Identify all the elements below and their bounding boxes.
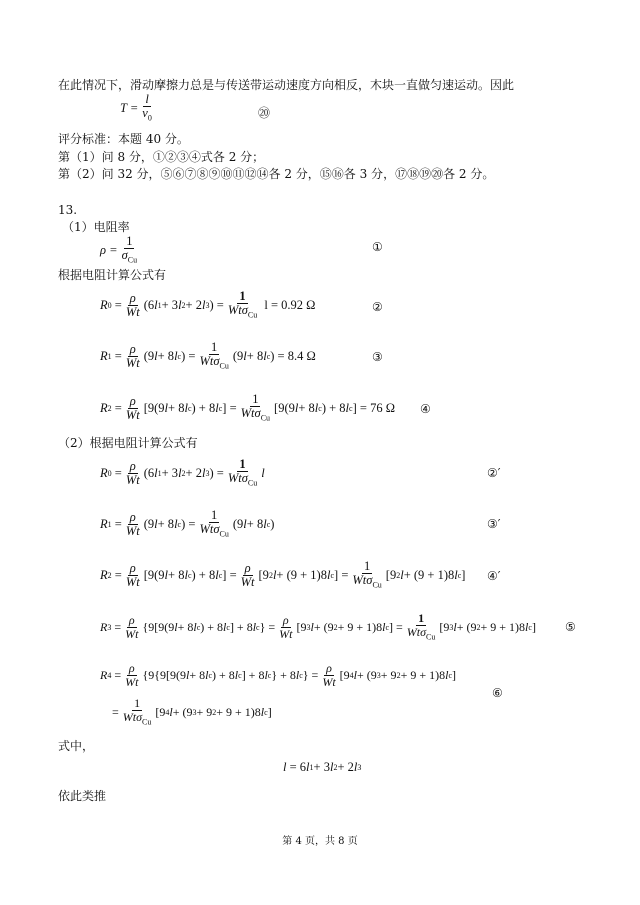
where-label: 式中， <box>58 739 95 753</box>
length-equation: l = 6 l 1 + 3 l 2 + 2 l 3 <box>283 760 362 774</box>
grading-title: 评分标准：本题 40 分。 <box>58 132 189 146</box>
resistivity-equation: ρ = $\frac{1}{\sigma_{Cu}}$ <box>100 234 138 265</box>
grading-part2: 第（2）问 32 分，⑤⑥⑦⑧⑨⑩⑪⑫⑭各 2 分，⑮⑯各 3 分，⑰⑱⑲⑳各 2 分。 <box>58 167 495 181</box>
equation-number-1: ① <box>372 240 383 254</box>
equation-r2: R 2 = $\frac{\rho}{Wt}$ [9(9 l + 8 l c ) + 8 l c ] = $\frac{1}{Wt\sigma_{Cu}}$ [9(9 l + 8 l c ) + 8 l c ] = 76 Ω <box>100 392 395 423</box>
equation-r1: R 1 = $\frac{\rho}{Wt}$ (9 l + 8 l c ) = $\frac{1}{Wt\sigma_{Cu}}$ (9 l + 8 l c ) = 8.4 Ω <box>100 340 316 371</box>
equation-number-3-prime: ③′ <box>487 517 501 531</box>
equation-r0-prime: R 0 = $\frac{\rho}{Wt}$ (6 l 1 + 3 l 2 + 2 l 3 ) = $\frac{1}{Wt\sigma_{Cu}}$ l <box>100 457 265 488</box>
question-number: 13. <box>58 203 78 217</box>
equation-number-3: ③ <box>372 350 383 364</box>
part1-label: （1）电阻率 <box>62 220 130 234</box>
equation-number-6: ⑥ <box>492 686 503 700</box>
equation-r0: R 0 = $\frac{\rho}{Wt}$ (6 l 1 + 3 l 2 + 2 l 3 ) = $\frac{1}{Wt\sigma_{Cu}}$ l = 0.92 Ω <box>100 289 316 320</box>
analogy-text: 依此类推 <box>58 789 107 803</box>
page-footer: 第 4 页，共 8 页 <box>282 836 358 847</box>
equation-r1-prime: R 1 = $\frac{\rho}{Wt}$ (9 l + 8 l c ) = $\frac{1}{Wt\sigma_{Cu}}$ (9 l + 8 l c ) <box>100 508 275 539</box>
equation-r4-continued: = $\frac{1}{Wt\sigma_{Cu}}$ [9 4 l + (9 3 + 9 2 + 9 + 1)8 l c ] <box>112 696 272 727</box>
equation-r4: R 4 = $\frac{\rho}{Wt}$ {9{9[9(9 l + 8 l c ) + 8 l c ] + 8 l c } + 8 l c } = $\frac{\rho}{Wt}$ [9 4 l + (9 3 + 9 2 + 9 + 1)8 l c ] <box>100 661 456 689</box>
intro-line: 在此情况下，滑动摩擦力总是与传送带运动速度方向相反，木块一直做匀速运动。因此 <box>58 78 515 92</box>
grading-part1: 第（1）问 8 分，①②③④式各 2 分； <box>58 150 265 164</box>
equation-r2-prime: R 2 = $\frac{\rho}{Wt}$ [9(9 l + 8 l c ) + 8 l c ] = $\frac{\rho}{Wt}$ [9 2 l + (9 + 1)8 l c ] = $\frac{1}{Wt\sigma_{Cu}}$ [9 2 l + (9 + 1)8 l c ] <box>100 559 466 590</box>
equation-number-4: ④ <box>420 402 431 416</box>
equation-number-4-prime: ④′ <box>487 569 501 583</box>
formula-intro: 根据电阻计算公式有 <box>58 268 167 282</box>
equation-number-2: ② <box>372 300 383 314</box>
equation-r3: R 3 = $\frac{\rho}{Wt}$ {9[9(9 l + 8 l c ) + 8 l c ] + 8 l c } = $\frac{\rho}{Wt}$ [9 3 l + (9 2 + 9 + 1)8 l c ] = $\frac{1}{Wt\sigma_{Cu}}$ [9 3 l + (9 2 + 9 + 1)8 l c ] <box>100 611 536 642</box>
equation-number-20: ⑳ <box>258 106 271 120</box>
part2-label: （2）根据电阻计算公式有 <box>58 436 198 450</box>
equation-20: T = $\frac{l}{v_0}$ <box>120 92 152 123</box>
equation-number-2-prime: ②′ <box>487 466 501 480</box>
equation-number-5: ⑤ <box>565 620 576 634</box>
